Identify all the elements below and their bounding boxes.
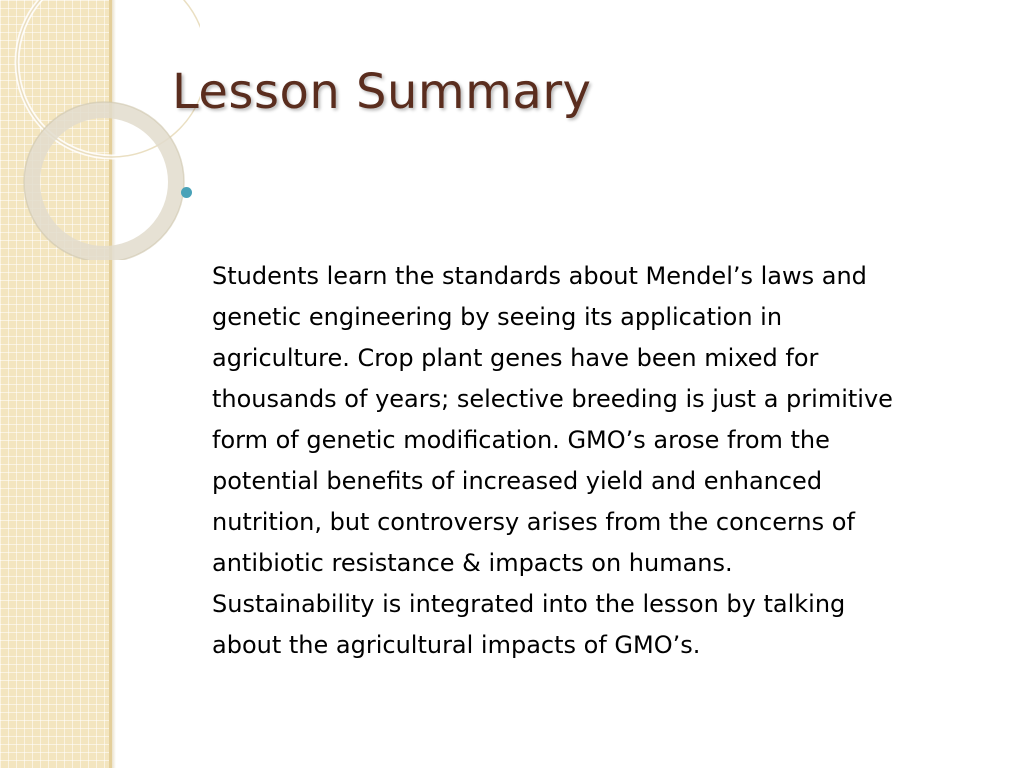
side-band-shadow (112, 0, 116, 768)
bullet-dot-icon (181, 187, 192, 198)
bullet-item (180, 174, 980, 666)
bullet-text: Students learn the standards about Mendel’s laws and genetic engineering by seeing its application in agriculture. Crop plant genes have been mixed for thousands of years; selective breeding is just a primitive form of genetic modification. GMO’s arose from the potential benefits of increased yield and enhanced nutrition, but controversy arises from the concerns of antibiotic resistance & impacts on humans. Sustainability is integrated into the lesson by talking about the agricultural impacts of GMO’s. (212, 262, 893, 659)
decorative-side-band (0, 0, 112, 768)
bullet-list (180, 174, 980, 666)
slide-title: Lesson Summary (172, 64, 592, 120)
